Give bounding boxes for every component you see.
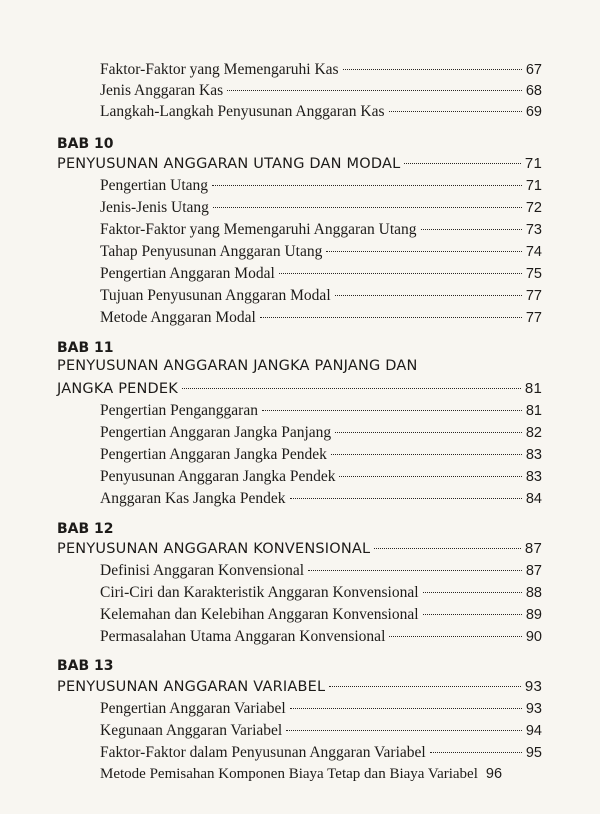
toc-entry xyxy=(100,402,542,420)
entry-title: Ciri-Ciri dan Karakteristik Anggaran Konvensional xyxy=(100,584,419,601)
entry-page: 77 xyxy=(525,288,542,304)
entry-title: Metode Pemisahan Komponen Biaya Tetap dan Biaya Variabel xyxy=(100,766,478,782)
entry-page: 72 xyxy=(525,200,542,216)
toc-entry xyxy=(100,446,542,464)
entry-title: Tahap Penyusunan Anggaran Utang xyxy=(100,243,323,260)
chapter-title: PENYUSUNAN ANGGARAN KONVENSIONAL xyxy=(57,541,371,557)
chapter-label: BAB 13 xyxy=(57,658,114,674)
entry-title: Pengertian Penganggaran xyxy=(100,402,258,419)
entry-page: 89 xyxy=(525,607,542,623)
chapter-title-line xyxy=(57,155,542,172)
entry-page: 83 xyxy=(525,447,542,463)
entry-page: 87 xyxy=(525,563,542,579)
entry-title: Faktor-Faktor dalam Penyusunan Anggaran Variabel xyxy=(100,744,426,761)
dot-leader xyxy=(227,90,522,91)
dot-leader xyxy=(421,229,522,230)
chapter-label: BAB 10 xyxy=(57,136,114,152)
chapter-title: PENYUSUNAN ANGGARAN VARIABEL xyxy=(57,679,326,695)
entry-title: Metode Anggaran Modal xyxy=(100,309,256,326)
dot-leader xyxy=(331,454,522,455)
entry-page: 83 xyxy=(525,469,542,485)
dot-leader xyxy=(374,548,521,549)
chapter-label: BAB 12 xyxy=(57,521,114,537)
dot-leader xyxy=(260,317,522,318)
chapter-page: 93 xyxy=(524,678,542,695)
dot-leader xyxy=(279,273,522,274)
dot-leader xyxy=(290,708,522,709)
entry-title: Jenis Anggaran Kas xyxy=(100,82,224,99)
entry-title: Anggaran Kas Jangka Pendek xyxy=(100,490,286,507)
chapter-title-line xyxy=(57,380,542,397)
chapter-title: PENYUSUNAN ANGGARAN UTANG DAN MODAL xyxy=(57,156,401,172)
toc-entry xyxy=(100,490,542,508)
entry-page: 75 xyxy=(525,266,542,282)
dot-leader xyxy=(404,163,521,164)
dot-leader xyxy=(182,388,521,389)
entry-page: 95 xyxy=(525,745,542,761)
entry-title: Permasalahan Utama Anggaran Konvensional xyxy=(100,628,386,645)
chapter-page: 81 xyxy=(524,380,542,397)
chapter-page: 71 xyxy=(524,155,542,172)
toc-entry xyxy=(100,103,542,121)
entry-title: Pengertian Anggaran Variabel xyxy=(100,700,286,717)
entry-title: Penyusunan Anggaran Jangka Pendek xyxy=(100,468,336,485)
dot-leader xyxy=(430,752,522,753)
entry-title: Langkah-Langkah Penyusunan Anggaran Kas xyxy=(100,103,385,120)
chapter-label: BAB 11 xyxy=(57,340,114,356)
entry-page: 68 xyxy=(525,83,542,99)
entry-title: Faktor-Faktor yang Memengaruhi Kas xyxy=(100,61,339,78)
toc-entry xyxy=(100,628,542,646)
toc-entry xyxy=(100,82,542,100)
dot-leader xyxy=(262,410,522,411)
toc-entry xyxy=(100,221,542,239)
entry-title: Faktor-Faktor yang Memengaruhi Anggaran Utang xyxy=(100,221,417,238)
dot-leader xyxy=(212,185,522,186)
entry-title: Kelemahan dan Kelebihan Anggaran Konvensional xyxy=(100,606,419,623)
entry-page: 71 xyxy=(525,178,542,194)
toc-entry xyxy=(100,243,542,261)
toc-entry xyxy=(100,199,542,217)
entry-page: 81 xyxy=(525,403,542,419)
toc-entry xyxy=(100,562,542,580)
entry-title: Pengertian Anggaran Jangka Pendek xyxy=(100,446,327,463)
toc-entry xyxy=(100,606,542,624)
chapter-title-first-line: PENYUSUNAN ANGGARAN JANGKA PANJANG DAN xyxy=(57,358,418,374)
chapter-title-line xyxy=(57,540,542,557)
dot-leader xyxy=(423,614,522,615)
entry-title: Pengertian Anggaran Modal xyxy=(100,265,275,282)
toc-entry xyxy=(100,584,542,602)
toc-entry xyxy=(100,468,542,486)
entry-title: Pengertian Utang xyxy=(100,177,209,194)
entry-title: Tujuan Penyusunan Anggaran Modal xyxy=(100,287,331,304)
toc-entry xyxy=(100,700,542,718)
toc-entry xyxy=(100,265,542,283)
entry-title: Definisi Anggaran Konvensional xyxy=(100,562,305,579)
entry-page: 82 xyxy=(525,425,542,441)
dot-leader xyxy=(308,570,522,571)
dot-leader xyxy=(389,111,522,112)
dot-leader xyxy=(213,207,522,208)
toc-entry xyxy=(100,722,542,740)
toc-entry xyxy=(100,309,542,327)
toc-entry xyxy=(100,177,542,195)
entry-page: 84 xyxy=(525,491,542,507)
toc-entry xyxy=(100,766,544,783)
entry-page: 88 xyxy=(525,585,542,601)
chapter-title-line xyxy=(57,678,542,695)
dot-leader xyxy=(335,432,522,433)
chapter-page: 87 xyxy=(524,540,542,557)
dot-leader xyxy=(343,69,522,70)
toc-entry xyxy=(100,744,542,762)
dot-leader xyxy=(326,251,522,252)
entry-page: 96 xyxy=(485,766,503,782)
entry-title: Kegunaan Anggaran Variabel xyxy=(100,722,283,739)
dot-leader xyxy=(290,498,522,499)
entry-title: Jenis-Jenis Utang xyxy=(100,199,209,216)
toc-entry xyxy=(100,424,542,442)
entry-page: 69 xyxy=(525,104,542,120)
dot-leader xyxy=(339,476,521,477)
entry-page: 93 xyxy=(525,701,542,717)
toc-entry xyxy=(100,287,542,305)
dot-leader xyxy=(286,730,522,731)
entry-page: 74 xyxy=(525,244,542,260)
entry-page: 77 xyxy=(525,310,542,326)
entry-title: Pengertian Anggaran Jangka Panjang xyxy=(100,424,332,441)
dot-leader xyxy=(423,592,522,593)
entry-page: 67 xyxy=(525,62,542,78)
entry-page: 94 xyxy=(525,723,542,739)
entry-page: 73 xyxy=(525,222,542,238)
chapter-title: JANGKA PENDEK xyxy=(57,381,178,397)
toc-entry xyxy=(100,61,542,79)
dot-leader xyxy=(335,295,522,296)
dot-leader xyxy=(389,636,521,637)
dot-leader xyxy=(329,686,521,687)
entry-page: 90 xyxy=(525,629,542,645)
